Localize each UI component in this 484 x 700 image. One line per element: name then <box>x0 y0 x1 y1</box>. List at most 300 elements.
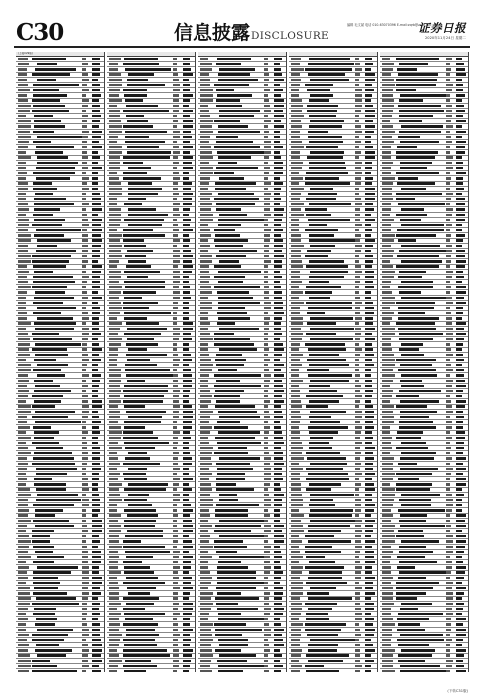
value-cell <box>92 110 100 112</box>
value-cell <box>355 281 360 283</box>
value-cell <box>92 463 100 465</box>
value-cell <box>82 302 87 304</box>
value-cell <box>365 566 372 568</box>
value-cell <box>365 99 371 101</box>
value-cell <box>365 634 374 636</box>
fund-name-cell <box>127 359 150 361</box>
value-cell <box>365 328 375 330</box>
value-cell <box>456 535 466 537</box>
value-cell <box>183 328 193 330</box>
value-cell <box>264 193 271 195</box>
value-cell <box>365 670 371 672</box>
fund-code-cell <box>200 146 211 148</box>
value-cell <box>365 597 371 599</box>
value-cell <box>183 603 193 605</box>
fund-name-cell <box>124 405 145 407</box>
fund-name-cell <box>37 374 65 376</box>
value-cell <box>173 582 178 584</box>
fund-code-cell <box>18 437 31 439</box>
fund-code-cell <box>109 556 119 558</box>
value-cell <box>264 338 268 340</box>
fund-name-cell <box>400 514 427 516</box>
fund-code-cell <box>18 618 28 620</box>
value-cell <box>446 297 452 299</box>
fund-code-cell <box>18 592 30 594</box>
fund-code-cell <box>291 509 299 511</box>
fund-code-cell <box>291 488 301 490</box>
fund-name-cell <box>32 405 55 407</box>
value-cell <box>365 265 372 267</box>
value-cell <box>365 483 374 485</box>
fund-code-cell <box>18 343 30 345</box>
value-cell <box>446 665 452 667</box>
fund-code-cell <box>382 281 391 283</box>
value-cell <box>264 172 269 174</box>
fund-name-cell <box>219 644 248 646</box>
value-cell <box>446 566 452 568</box>
fund-code-cell <box>291 654 301 656</box>
fund-code-cell <box>291 286 299 288</box>
value-cell <box>355 561 360 563</box>
value-cell <box>264 312 268 314</box>
fund-code-cell <box>200 665 210 667</box>
value-cell <box>82 141 87 143</box>
fund-code-cell <box>18 597 31 599</box>
fund-code-cell <box>291 198 300 200</box>
value-cell <box>456 348 462 350</box>
fund-code-cell <box>109 592 119 594</box>
fund-code-cell <box>200 328 208 330</box>
fund-code-cell <box>18 571 27 573</box>
value-cell <box>183 385 192 387</box>
fund-code-cell <box>18 654 30 656</box>
fund-name-cell <box>216 105 242 107</box>
value-cell <box>274 603 282 605</box>
fund-code-cell <box>291 73 300 75</box>
value-cell <box>82 239 88 241</box>
value-cell <box>183 535 189 537</box>
fund-code-cell <box>109 488 119 490</box>
value-cell <box>365 488 375 490</box>
fund-code-cell <box>18 291 27 293</box>
fund-name-cell <box>123 665 157 667</box>
value-cell <box>173 250 180 252</box>
fund-code-cell <box>109 312 120 314</box>
fund-code-cell <box>200 488 212 490</box>
fund-code-cell <box>291 597 300 599</box>
fund-code-cell <box>200 172 213 174</box>
fund-code-cell <box>291 307 300 309</box>
fund-name-cell <box>34 390 71 392</box>
fund-code-cell <box>18 125 31 127</box>
value-cell <box>92 597 98 599</box>
fund-code-cell <box>382 644 391 646</box>
value-cell <box>82 649 89 651</box>
fund-name-cell <box>33 89 59 91</box>
value-cell <box>183 587 193 589</box>
fund-code-cell <box>200 302 212 304</box>
value-cell <box>264 182 271 184</box>
fund-code-cell <box>382 395 392 397</box>
fund-name-cell <box>307 457 346 459</box>
value-cell <box>173 214 180 216</box>
fund-name-cell <box>397 639 444 641</box>
fund-code-cell <box>200 374 209 376</box>
fund-name-cell <box>123 649 167 651</box>
fund-name-cell <box>305 551 341 553</box>
value-cell <box>82 224 89 226</box>
fund-code-cell <box>109 359 117 361</box>
value-cell <box>173 380 178 382</box>
fund-name-cell <box>398 203 445 205</box>
fund-code-cell <box>18 603 30 605</box>
fund-code-cell <box>291 478 300 480</box>
value-cell <box>446 431 450 433</box>
value-cell <box>456 364 462 366</box>
value-cell <box>183 359 192 361</box>
fund-name-cell <box>308 307 352 309</box>
fund-name-cell <box>306 265 348 267</box>
section-subtitle: DISCLOSURE <box>251 30 329 42</box>
fund-name-cell <box>124 203 142 205</box>
fund-name-cell <box>33 613 55 615</box>
value-cell <box>274 63 280 65</box>
fund-name-cell <box>33 182 52 184</box>
fund-name-cell <box>396 156 435 158</box>
fund-code-cell <box>18 73 27 75</box>
value-cell <box>183 167 193 169</box>
fund-name-cell <box>36 250 76 252</box>
fund-name-cell <box>126 354 167 356</box>
value-cell <box>355 110 361 112</box>
fund-name-cell <box>216 400 240 402</box>
fund-code-cell <box>200 151 212 153</box>
value-cell <box>82 551 88 553</box>
value-cell <box>183 312 189 314</box>
fund-code-cell <box>109 421 118 423</box>
value-cell <box>274 229 283 231</box>
fund-code-cell <box>291 525 303 527</box>
value-cell <box>456 68 465 70</box>
fund-code-cell <box>18 442 26 444</box>
fund-code-cell <box>382 182 393 184</box>
fund-name-cell <box>123 437 158 439</box>
value-cell <box>82 520 86 522</box>
value-cell <box>92 58 100 60</box>
value-cell <box>173 670 177 672</box>
fund-code-cell <box>109 608 117 610</box>
value-cell <box>456 271 463 273</box>
value-cell <box>264 276 268 278</box>
fund-code-cell <box>382 343 391 345</box>
value-cell <box>274 182 283 184</box>
fund-code-cell <box>200 400 211 402</box>
value-cell <box>173 115 177 117</box>
fund-name-cell <box>215 525 261 527</box>
fund-name-cell <box>218 618 265 620</box>
fund-code-cell <box>291 338 302 340</box>
fund-name-cell <box>36 229 81 231</box>
value-cell <box>183 105 189 107</box>
fund-name-cell <box>398 654 432 656</box>
fund-code-cell <box>18 623 26 625</box>
value-cell <box>264 333 268 335</box>
value-cell <box>92 198 101 200</box>
fund-name-cell <box>33 131 54 133</box>
value-cell <box>274 115 284 117</box>
value-cell <box>355 73 360 75</box>
value-cell <box>355 587 362 589</box>
value-cell <box>446 146 450 148</box>
value-cell <box>274 302 283 304</box>
value-cell <box>173 494 180 496</box>
value-cell <box>274 468 282 470</box>
fund-name-cell <box>218 125 248 127</box>
fund-name-cell <box>37 245 57 247</box>
value-cell <box>183 99 190 101</box>
fund-name-cell <box>33 276 73 278</box>
fund-code-cell <box>382 374 395 376</box>
value-cell <box>446 551 453 553</box>
fund-code-cell <box>109 457 118 459</box>
value-cell <box>82 483 88 485</box>
fund-code-cell <box>18 281 28 283</box>
value-cell <box>274 629 284 631</box>
fund-name-cell <box>125 131 167 133</box>
value-cell <box>365 281 373 283</box>
value-cell <box>446 110 452 112</box>
fund-code-cell <box>200 468 209 470</box>
fund-code-cell <box>382 208 391 210</box>
fund-name-cell <box>33 546 54 548</box>
value-cell <box>264 167 270 169</box>
fund-code-cell <box>18 390 29 392</box>
value-cell <box>365 608 374 610</box>
fund-name-cell <box>126 115 144 117</box>
fund-name-cell <box>33 105 65 107</box>
fund-code-cell <box>291 374 299 376</box>
fund-name-cell <box>401 208 424 210</box>
value-cell <box>173 649 179 651</box>
fund-name-cell <box>33 592 67 594</box>
fund-code-cell <box>291 592 303 594</box>
fund-code-cell <box>109 566 118 568</box>
fund-name-cell <box>306 214 331 216</box>
fund-code-cell <box>200 473 212 475</box>
fund-code-cell <box>291 131 300 133</box>
fund-name-cell <box>214 623 246 625</box>
value-cell <box>355 239 360 241</box>
value-cell <box>274 291 282 293</box>
disclosure-table-area <box>16 52 468 672</box>
fund-code-cell <box>109 670 117 672</box>
value-cell <box>173 426 177 428</box>
fund-name-cell <box>217 571 256 573</box>
value-cell <box>274 172 283 174</box>
value-cell <box>173 359 180 361</box>
value-cell <box>82 322 86 324</box>
fund-code-cell <box>291 623 303 625</box>
value-cell <box>92 229 102 231</box>
value-cell <box>446 162 452 164</box>
value-cell <box>456 193 462 195</box>
fund-name-cell <box>400 94 446 96</box>
value-cell <box>92 354 99 356</box>
fund-name-cell <box>217 442 261 444</box>
value-cell <box>82 68 86 70</box>
value-cell <box>446 385 452 387</box>
value-cell <box>92 115 101 117</box>
value-cell <box>365 239 375 241</box>
value-cell <box>173 499 180 501</box>
fund-code-cell <box>382 530 394 532</box>
fund-name-cell <box>218 73 250 75</box>
value-cell <box>264 188 268 190</box>
fund-code-cell <box>109 577 117 579</box>
fund-name-cell <box>217 468 253 470</box>
value-cell <box>355 364 359 366</box>
value-cell <box>173 463 178 465</box>
value-cell <box>92 224 101 226</box>
fund-code-cell <box>291 229 299 231</box>
value-cell <box>173 307 178 309</box>
fund-code-cell <box>382 390 393 392</box>
value-cell <box>365 665 371 667</box>
value-cell <box>355 286 359 288</box>
fund-name-cell <box>32 255 71 257</box>
value-cell <box>173 369 177 371</box>
fund-code-cell <box>200 333 210 335</box>
fund-name-cell <box>123 463 160 465</box>
fund-code-cell <box>200 322 210 324</box>
value-cell <box>446 457 452 459</box>
value-cell <box>264 151 271 153</box>
value-cell <box>365 193 375 195</box>
fund-name-cell <box>307 322 336 324</box>
value-cell <box>365 546 372 548</box>
value-cell <box>274 411 282 413</box>
value-cell <box>456 660 463 662</box>
fund-code-cell <box>200 577 212 579</box>
fund-name-cell <box>218 561 241 563</box>
fund-name-cell <box>218 281 243 283</box>
fund-name-cell <box>306 333 336 335</box>
value-cell <box>274 447 281 449</box>
value-cell <box>446 84 453 86</box>
fund-code-cell <box>18 162 26 164</box>
value-cell <box>355 416 362 418</box>
fund-code-cell <box>291 618 299 620</box>
fund-code-cell <box>18 302 26 304</box>
value-cell <box>456 172 466 174</box>
value-cell <box>456 89 463 91</box>
value-cell <box>446 229 450 231</box>
fund-name-cell <box>35 421 81 423</box>
value-cell <box>355 629 360 631</box>
value-cell <box>183 582 191 584</box>
value-cell <box>456 665 464 667</box>
value-cell <box>183 660 191 662</box>
fund-code-cell <box>109 79 122 81</box>
value-cell <box>365 348 373 350</box>
fund-name-cell <box>128 224 162 226</box>
value-cell <box>82 514 86 516</box>
value-cell <box>274 312 284 314</box>
fund-code-cell <box>18 639 27 641</box>
fund-code-cell <box>382 307 390 309</box>
value-cell <box>456 546 465 548</box>
fund-name-cell <box>36 177 70 179</box>
fund-name-cell <box>32 634 68 636</box>
value-cell <box>264 483 270 485</box>
fund-name-cell <box>308 649 337 651</box>
value-cell <box>456 136 462 138</box>
fund-name-cell <box>37 136 82 138</box>
fund-code-cell <box>18 582 26 584</box>
value-cell <box>173 286 179 288</box>
value-cell <box>92 613 100 615</box>
value-cell <box>183 219 191 221</box>
value-cell <box>456 94 465 96</box>
value-cell <box>264 146 271 148</box>
fund-name-cell <box>35 514 55 516</box>
value-cell <box>264 426 270 428</box>
fund-name-cell <box>35 385 60 387</box>
fund-name-cell <box>307 89 330 91</box>
fund-code-cell <box>200 131 213 133</box>
value-cell <box>183 608 193 610</box>
value-cell <box>456 234 465 236</box>
value-cell <box>183 525 193 527</box>
fund-code-cell <box>382 260 390 262</box>
fund-code-cell <box>109 73 121 75</box>
fund-code-cell <box>109 245 122 247</box>
fund-code-cell <box>109 229 117 231</box>
value-cell <box>456 509 462 511</box>
value-cell <box>173 260 180 262</box>
value-cell <box>264 94 268 96</box>
fund-name-cell <box>35 649 72 651</box>
fund-name-cell <box>309 58 350 60</box>
fund-name-cell <box>305 177 339 179</box>
value-cell <box>456 488 462 490</box>
fund-name-cell <box>396 84 436 86</box>
value-cell <box>92 162 98 164</box>
fund-code-cell <box>200 58 208 60</box>
value-cell <box>355 597 360 599</box>
value-cell <box>365 307 374 309</box>
fund-code-cell <box>18 380 29 382</box>
fund-code-cell <box>200 136 210 138</box>
fund-name-cell <box>124 385 168 387</box>
value-cell <box>92 156 100 158</box>
value-cell <box>446 535 453 537</box>
fund-name-cell <box>398 530 423 532</box>
fund-code-cell <box>291 499 303 501</box>
value-cell <box>183 499 189 501</box>
fund-name-cell <box>34 203 74 205</box>
fund-name-cell <box>398 136 420 138</box>
fund-name-cell <box>126 374 173 376</box>
value-cell <box>355 592 360 594</box>
fund-code-cell <box>291 167 302 169</box>
fund-code-cell <box>291 312 300 314</box>
fund-code-cell <box>291 156 300 158</box>
value-cell <box>92 136 101 138</box>
value-cell <box>92 307 100 309</box>
fund-name-cell <box>306 172 348 174</box>
value-cell <box>183 203 192 205</box>
